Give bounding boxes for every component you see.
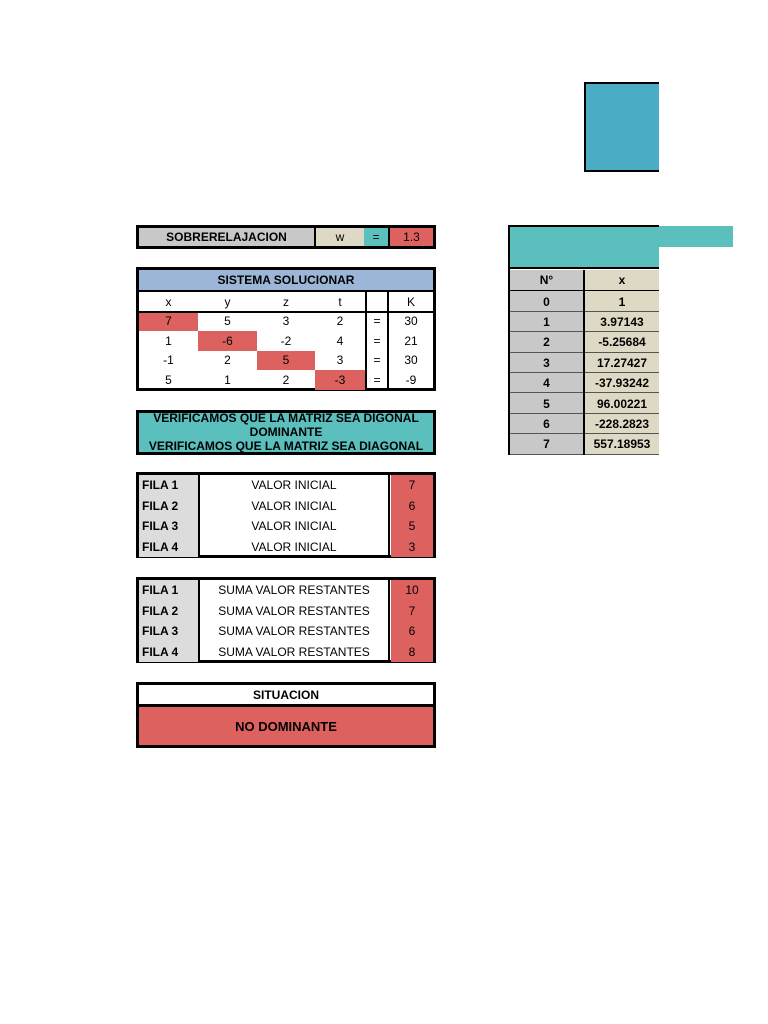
iter-col-sep <box>583 270 585 455</box>
inicial-value[interactable]: 6 <box>391 496 433 517</box>
verificamos-line2: DOMINANTE <box>249 425 323 439</box>
sistema-cell[interactable]: 30 <box>404 314 418 329</box>
sistema-cell[interactable]: = <box>373 372 381 387</box>
iter-n: 4 <box>510 373 583 393</box>
sistema-cell[interactable]: 5 <box>165 372 172 387</box>
iter-x: -228.2823 <box>585 414 659 434</box>
sistema-cell[interactable]: -9 <box>405 372 417 387</box>
inicial-bottom-line <box>198 555 390 557</box>
sistema-cell[interactable]: 1 <box>165 333 172 348</box>
iter-header-x: x <box>585 270 659 290</box>
restantes-row-label: SUMA VALOR RESTANTES <box>218 583 370 598</box>
sistema-cell[interactable]: 7 <box>139 312 198 332</box>
blue-block <box>584 82 659 172</box>
sistema-header-k: K <box>406 294 415 309</box>
inicial-fila-label: FILA 1 <box>139 475 198 496</box>
restantes-row-label: SUMA VALOR RESTANTES <box>218 603 370 618</box>
sistema-cell[interactable]: -1 <box>163 353 174 368</box>
inicial-sep-left <box>198 475 200 557</box>
iter-x: 17.27427 <box>585 353 659 373</box>
w-label: w <box>316 228 364 246</box>
inicial-fila-label: FILA 3 <box>139 516 198 537</box>
inicial-sep-right <box>388 475 390 557</box>
iter-x: -37.93242 <box>585 373 659 393</box>
restantes-fila-label: FILA 3 <box>139 621 198 642</box>
iter-header-n: N° <box>510 270 583 290</box>
restantes-value[interactable]: 8 <box>391 642 433 663</box>
iter-n: 7 <box>510 434 583 454</box>
iter-header-bar <box>508 225 659 269</box>
sistema-cell[interactable]: 2 <box>224 353 231 368</box>
iter-n: 3 <box>510 353 583 373</box>
inicial-value[interactable]: 5 <box>391 516 433 537</box>
sistema-cell[interactable]: -3 <box>315 370 365 390</box>
iter-n: 2 <box>510 332 583 352</box>
iter-n: 0 <box>510 291 583 311</box>
situacion-title: SITUACION <box>253 687 319 702</box>
sistema-cell[interactable]: 5 <box>224 314 231 329</box>
restantes-sep-left <box>198 580 200 662</box>
restantes-row-label: SUMA VALOR RESTANTES <box>218 624 370 639</box>
restantes-fila-label: FILA 4 <box>139 642 198 663</box>
sistema-cell[interactable]: 4 <box>336 333 344 348</box>
restantes-fila-label: FILA 2 <box>139 601 198 622</box>
sistema-cell[interactable]: 3 <box>282 314 290 329</box>
restantes-fila-label: FILA 1 <box>139 580 198 601</box>
iter-x: 557.18953 <box>585 434 659 454</box>
sistema-cell[interactable]: -6 <box>198 331 257 351</box>
sistema-cell[interactable]: 21 <box>404 333 418 348</box>
equals-sign: = <box>364 228 388 246</box>
iter-x: 3.97143 <box>585 312 659 332</box>
sistema-cell[interactable]: = <box>373 314 381 329</box>
restantes-value[interactable]: 10 <box>391 580 433 601</box>
sistema-header-x: x <box>165 294 172 309</box>
sistema-cell[interactable]: -2 <box>280 333 292 348</box>
iter-n: 1 <box>510 312 583 332</box>
inicial-row-label: VALOR INICIAL <box>251 539 337 554</box>
sistema-cell[interactable]: 2 <box>282 372 290 387</box>
sistema-cell[interactable]: 3 <box>336 353 344 368</box>
restantes-row-label: SUMA VALOR RESTANTES <box>218 644 370 659</box>
iter-n: 6 <box>510 414 583 434</box>
iter-x: 1 <box>585 291 659 311</box>
sistema-header-y: y <box>224 294 231 309</box>
inicial-fila-label: FILA 2 <box>139 496 198 517</box>
sistema-cell[interactable]: = <box>373 333 381 348</box>
inicial-row-label: VALOR INICIAL <box>251 498 337 513</box>
sistema-title: SISTEMA SOLUCIONAR <box>139 270 433 290</box>
sistema-sep-right <box>387 292 389 390</box>
sistema-cell[interactable]: 5 <box>257 351 315 371</box>
restantes-sep-right <box>388 580 390 662</box>
sistema-sep-left <box>365 292 367 390</box>
sistema-header-eq <box>367 292 387 312</box>
restantes-value[interactable]: 7 <box>391 601 433 622</box>
iter-x: 96.00221 <box>585 393 659 413</box>
w-value[interactable]: 1.3 <box>390 228 433 246</box>
inicial-row-label: VALOR INICIAL <box>251 519 337 534</box>
situacion-value: NO DOMINANTE <box>139 707 433 745</box>
inicial-value[interactable]: 3 <box>391 537 433 558</box>
sobrerelajacion-label: SOBRERELAJACION <box>139 228 314 246</box>
restantes-bottom-line <box>198 660 390 662</box>
inicial-value[interactable]: 7 <box>391 475 433 496</box>
sistema-header-z: z <box>283 294 289 309</box>
verificamos-line3: VERIFICAMOS QUE LA MATRIZ SEA DIAGONAL <box>148 439 424 452</box>
iter-header-extension <box>659 226 733 247</box>
iter-x: -5.25684 <box>585 332 659 352</box>
sistema-header-t: t <box>338 294 342 309</box>
inicial-fila-label: FILA 4 <box>139 537 198 558</box>
verificamos-line1: VERIFICAMOS QUE LA MATRIZ SEA DIGONAL <box>153 411 419 425</box>
sistema-cell[interactable]: = <box>373 353 381 368</box>
sistema-cell[interactable]: 2 <box>336 314 344 329</box>
restantes-value[interactable]: 6 <box>391 621 433 642</box>
sistema-cell[interactable]: 30 <box>404 353 418 368</box>
sistema-cell[interactable]: 1 <box>224 372 231 387</box>
inicial-row-label: VALOR INICIAL <box>251 478 337 493</box>
iter-n: 5 <box>510 393 583 413</box>
